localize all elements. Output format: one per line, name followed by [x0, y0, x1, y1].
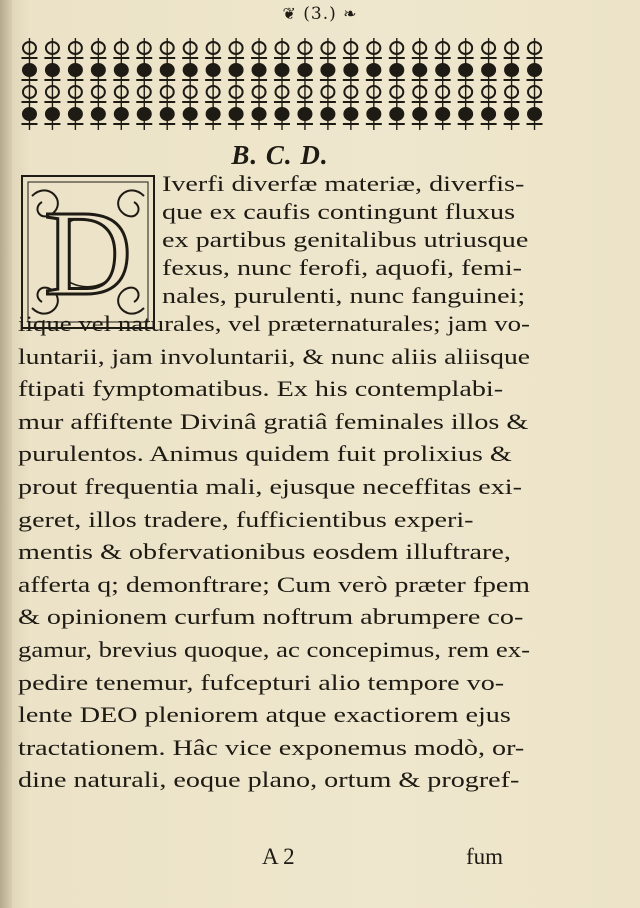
text-line: nales, purulenti, nunc fanguinei; — [162, 283, 526, 308]
text-line: mur affiftente Divinâ gratiâ feminales illos & — [18, 408, 529, 434]
text-line: iique vel naturales, vel præternaturales; jam vo- — [18, 311, 530, 336]
page-gutter — [0, 0, 12, 908]
fleuron-ornament — [67, 38, 83, 130]
text-line: que ex caufis contingunt fluxus — [162, 199, 516, 224]
fleuron-ornament — [412, 38, 428, 130]
text-line: & opinionem curfum noftrum abrumpere co- — [18, 604, 524, 630]
text-line: fexus, nunc ferofi, aquofi, femi- — [162, 255, 523, 280]
fleuron-ornament — [504, 38, 520, 130]
text-line: pedire tenemur, fufcepturi alio tempore vo- — [18, 669, 505, 695]
fleuron-ornament — [297, 38, 313, 130]
text-line: dine naturali, eoque plano, ortum & progref- — [18, 767, 520, 793]
fleuron-ornament — [481, 38, 497, 130]
catchword: fum — [466, 844, 504, 869]
text-line: Iverfi diverfæ materiæ, diverfis- — [162, 171, 525, 196]
fleuron-ornament — [90, 38, 106, 130]
signature-mark: A 2 — [262, 844, 295, 869]
text-line: prout frequentia mali, ejusque neceffitas exi- — [18, 474, 522, 499]
fleuron-ornament — [228, 38, 244, 130]
page-header — [0, 4, 640, 24]
fleuron-ornament — [389, 38, 405, 130]
fleuron-ornament — [136, 38, 152, 130]
fleuron-ornament — [366, 38, 382, 130]
fleuron-ornament — [343, 38, 359, 130]
fleuron-ornament — [182, 38, 198, 130]
fleuron-ornament — [205, 38, 221, 130]
text-line: purulentos. Animus quidem fuit prolixius & — [18, 441, 512, 467]
text-line: ex partibus genitalibus utriusque — [162, 227, 529, 252]
fleuron-ornament — [21, 38, 37, 130]
fleuron-ornament — [113, 38, 129, 130]
fleuron-ornament — [458, 38, 474, 130]
text-line: tractationem. Hâc vice exponemus modò, or- — [18, 734, 525, 760]
ornament-fleurons — [21, 38, 542, 130]
text-line: gamur, brevius quoque, ac concepimus, rem ex- — [18, 637, 530, 662]
left-fleuron-icon: ❦ — [282, 4, 297, 23]
fleuron-ornament — [251, 38, 267, 130]
text-line: ftipati fymptomatibus. Ex his contemplabi- — [18, 376, 504, 402]
text-line: geret, illos tradere, fufficientibus experi- — [18, 506, 474, 532]
fleuron-ornament — [159, 38, 175, 130]
drop-cap-letter: D — [43, 186, 133, 321]
fleuron-ornament — [274, 38, 290, 130]
text-line: luntarii, jam involuntarii, & nunc aliis aliisque — [18, 343, 530, 369]
ornament-band — [18, 34, 546, 134]
fleuron-ornament — [435, 38, 451, 130]
fleuron-ornament — [320, 38, 336, 130]
text-line: lente DEO pleniorem atque exactiorem ejus — [18, 702, 511, 728]
fleuron-ornament — [44, 38, 60, 130]
page-number: (3.) — [303, 4, 337, 24]
fleuron-ornament — [527, 38, 543, 130]
right-fleuron-icon: ❧ — [343, 4, 358, 23]
section-title: B. C. D. — [231, 140, 329, 170]
text-line: mentis & obfervationibus eosdem illuftrare, — [18, 539, 511, 565]
drop-cap-initial — [18, 172, 158, 332]
text-line: afferta q; demonftrare; Cum verò præter fpem — [18, 571, 530, 597]
